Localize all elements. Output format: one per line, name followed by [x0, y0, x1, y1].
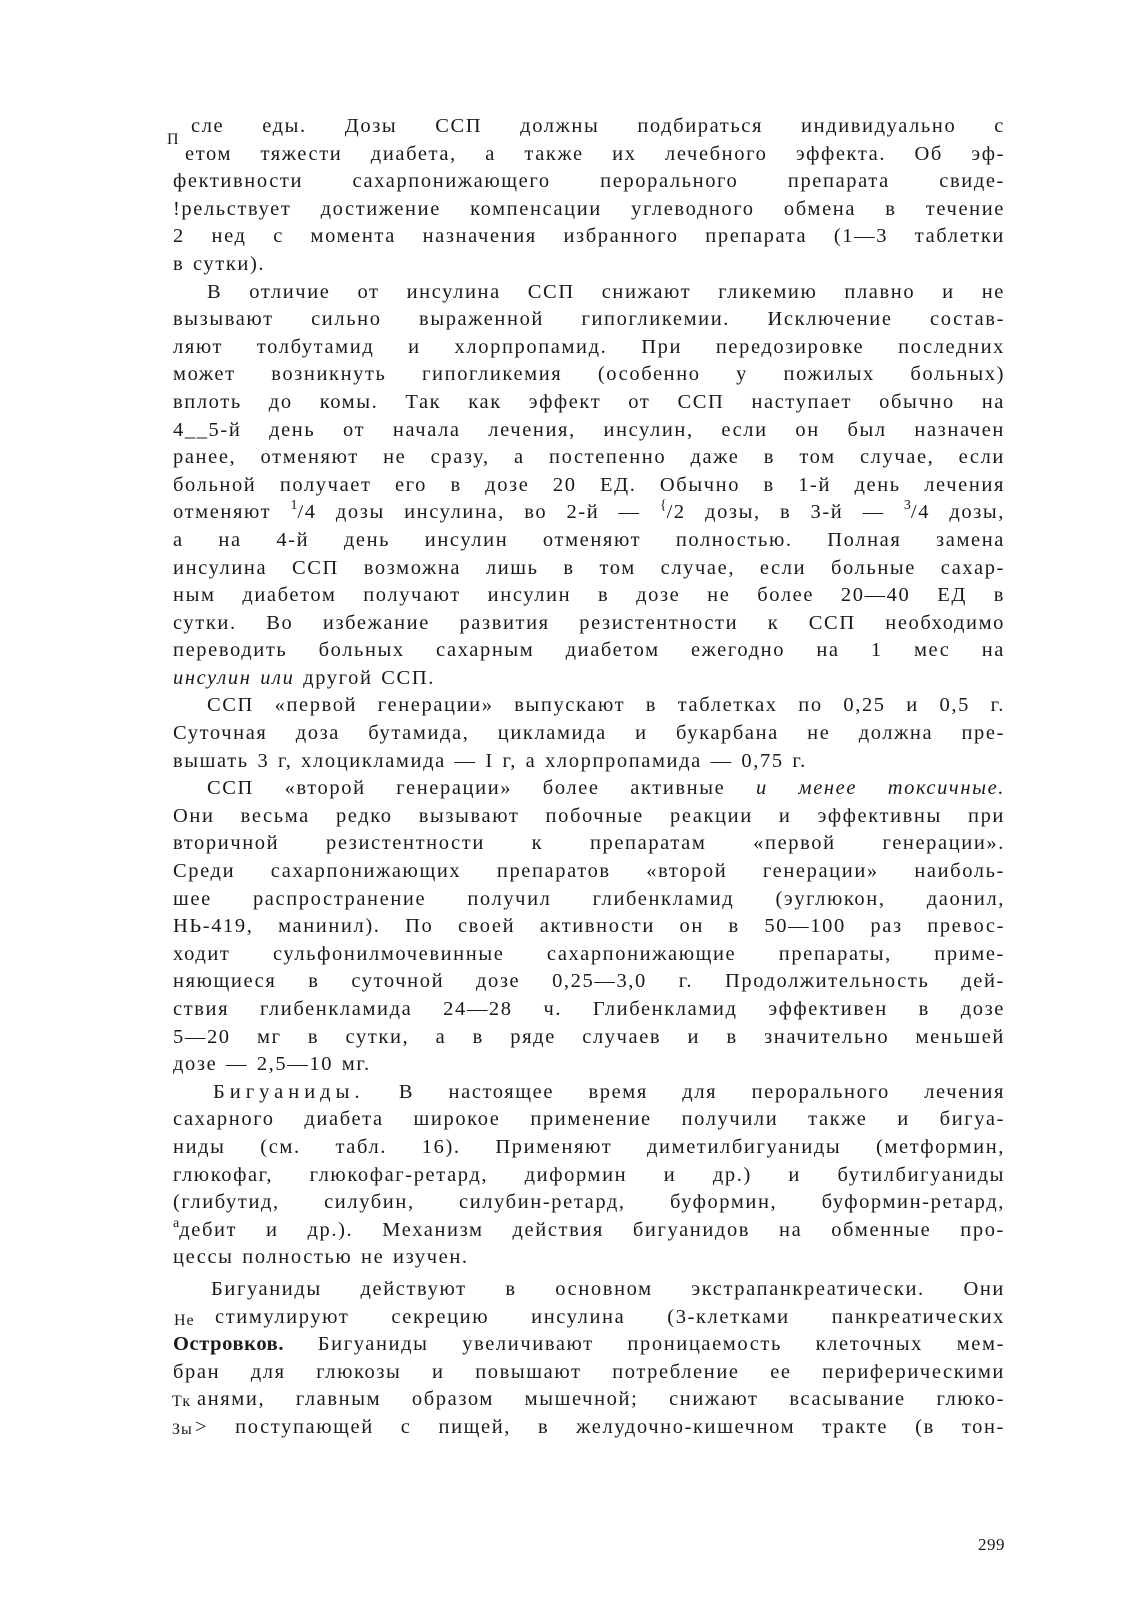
text-line: фективности сахарпонижающего перорального препарата свиде- — [173, 170, 1005, 193]
text-line: (глибутид, силубин, силубин-ретард, буформин, буформин-ретард, — [173, 1191, 1005, 1214]
text-line: > поступающей с пищей, в желудочно-кишечном тракте (в тон- — [195, 1415, 1005, 1438]
text-line: ствия глибенкламида 24—28 ч. Глибенкламид эффективен в дозе — [173, 998, 1005, 1020]
fraction-numerator: 3 — [903, 498, 911, 514]
fraction-numerator: { — [659, 498, 667, 514]
text-line: етом тяжести диабета, а также их лечебного эффекта. Об эф- — [185, 142, 1005, 165]
text-line: в сутки). — [173, 252, 266, 275]
text-line: сле еды. Дозы ССП должны подбираться индивидуально с — [191, 115, 1005, 137]
text-line: сутки. Во избежание развития резистентности к ССП необходимо — [173, 611, 1005, 634]
text-line: сахарного диабета широкое применение получили также и бигуа- — [173, 1108, 1005, 1131]
text-line: глюкофаг, глюкофаг-ретард, диформин и др.) и бутилбигуаниды — [173, 1163, 1005, 1186]
text-line: Суточная доза бутамида, цикламида и букарбана не должна пре- — [173, 722, 1005, 745]
fraction-denominator: /2 — [666, 501, 686, 524]
text-line: дозе — 2,5—10 мг. — [173, 1053, 371, 1076]
margin-letter: а — [173, 1215, 180, 1231]
italic-text: и менее токсичные. — [756, 777, 1005, 800]
bold-text: Островков. — [173, 1333, 285, 1356]
text-line: ниды (см. табл. 16). Применяют диметилбигуаниды (метформин, — [173, 1135, 1005, 1158]
italic-text: инсулин или — [173, 666, 295, 689]
paragraph-start: ССП «первой генерации» выпускают в таблетках по 0,25 и 0,5 г. — [207, 694, 1005, 717]
text-line: ляют толбутамид и хлорпропамид. При передозировке последних — [173, 335, 1005, 358]
text-line: ранее, отменяют не сразу, а постепенно даже в том случае, если — [173, 446, 1005, 469]
text-line: инсулина ССП возможна лишь в том случае, если больные сахар- — [173, 556, 1005, 579]
text-line: ным диабетом получают инсулин в дозе не более 20—40 ЕД в — [173, 584, 1005, 607]
text-line: анями, главным образом мышечной; снижают всасывание глюко- — [197, 1388, 1005, 1411]
margin-mark: Зы — [172, 1421, 193, 1438]
paragraph-start: ССП «второй генерации» более активные и менее токсичные. — [207, 777, 1005, 800]
paragraph-start: В отличие от инсулина ССП снижают гликемию плавно и не — [207, 280, 1005, 303]
text-line: НЬ-419, манинил). По своей активности он в 50—100 раз превос- — [173, 915, 1005, 938]
text-line: Они весьма редко вызывают побочные реакции и эффективны при — [173, 804, 1005, 827]
text-line: бран для глюкозы и повышают потребление ее периферическими — [173, 1360, 1005, 1383]
margin-mark: Не — [174, 1312, 195, 1329]
fraction-denominator: /4 — [910, 501, 931, 524]
fraction-numerator: 1 — [290, 498, 298, 514]
text-line: Среди сахарпонижающих препаратов «второй генерации» наиболь- — [173, 860, 1005, 883]
text-line: 4__5-й день от начала лечения, инсулин, если он был назначен — [173, 418, 1005, 441]
text-line: няющиеся в суточной дозе 0,25—3,0 г. Продолжительность дей- — [173, 970, 1005, 993]
page-number: 299 — [978, 1535, 1005, 1554]
text-line: $^а$дебит и др.). Механизм действия бигуанидов на обменные про- — [173, 1215, 1005, 1241]
text-line: шее распространение получил глибенкламид (эуглюкон, даонил, — [173, 887, 1005, 910]
text-line-fractions: отменяют $^1$/4 дозы инсулина, во 2-й — {/2 дозы, в 3-й — $^3$/4 дозы, — [173, 498, 1005, 524]
text-line: может возникнуть гипогликемия (особенно у пожилых больных) — [173, 363, 1005, 386]
text-line: 2 нед с момента назначения избранного препарата (1—3 таблетки — [173, 225, 1005, 248]
text-line: Островков. Бигуаниды увеличивают проницаемость клеточных мем- — [173, 1333, 1005, 1356]
fraction-denominator: /4 — [297, 501, 317, 524]
margin-mark: Тк — [172, 1393, 192, 1410]
body-text — [173, 113, 1005, 1442]
paragraph-start: Бигуаниды. В настоящее время для перорального лечения — [213, 1080, 1005, 1103]
text-line: вызывают сильно выраженной гипогликемии. Исключение состав- — [173, 308, 1005, 331]
text-line: а на 4-й день инсулин отменяют полностью. Полная замена — [173, 528, 1005, 551]
text-line: вторичной резистентности к препаратам «первой генерации». — [173, 832, 1005, 855]
text-line: ходит сульфонилмочевинные сахарпонижающие препараты, приме- — [173, 942, 1005, 965]
text-line: 5—20 мг в сутки, а в ряде случаев и в значительно меньшей — [173, 1025, 1005, 1048]
text-line: инсулин или другой ССП. — [173, 666, 435, 689]
text-line: вышать 3 г, хлоцикламида — I г, а хлорпропамида — 0,75 г. — [173, 749, 807, 772]
section-heading: Бигуаниды. — [213, 1080, 365, 1103]
text-line: цессы полностью не изучен. — [173, 1246, 469, 1269]
text-line: переводить больных сахарным диабетом ежегодно на 1 мес на — [173, 639, 1005, 662]
text-line: вплоть до комы. Так как эффект от ССП наступает обычно на — [173, 390, 1005, 413]
text-line: !рельствует достижение компенсации углеводного обмена в течение — [173, 197, 1005, 220]
paragraph-start: Бигуаниды действуют в основном экстрапанкреатически. Они — [211, 1277, 1005, 1300]
margin-mark: П — [167, 131, 180, 148]
text-line: стимулируют секрецию инсулина (3-клетками панкреатических — [215, 1305, 1005, 1328]
text-line: больной получает его в дозе 20 ЕД. Обычно в 1-й день лечения — [173, 473, 1005, 496]
